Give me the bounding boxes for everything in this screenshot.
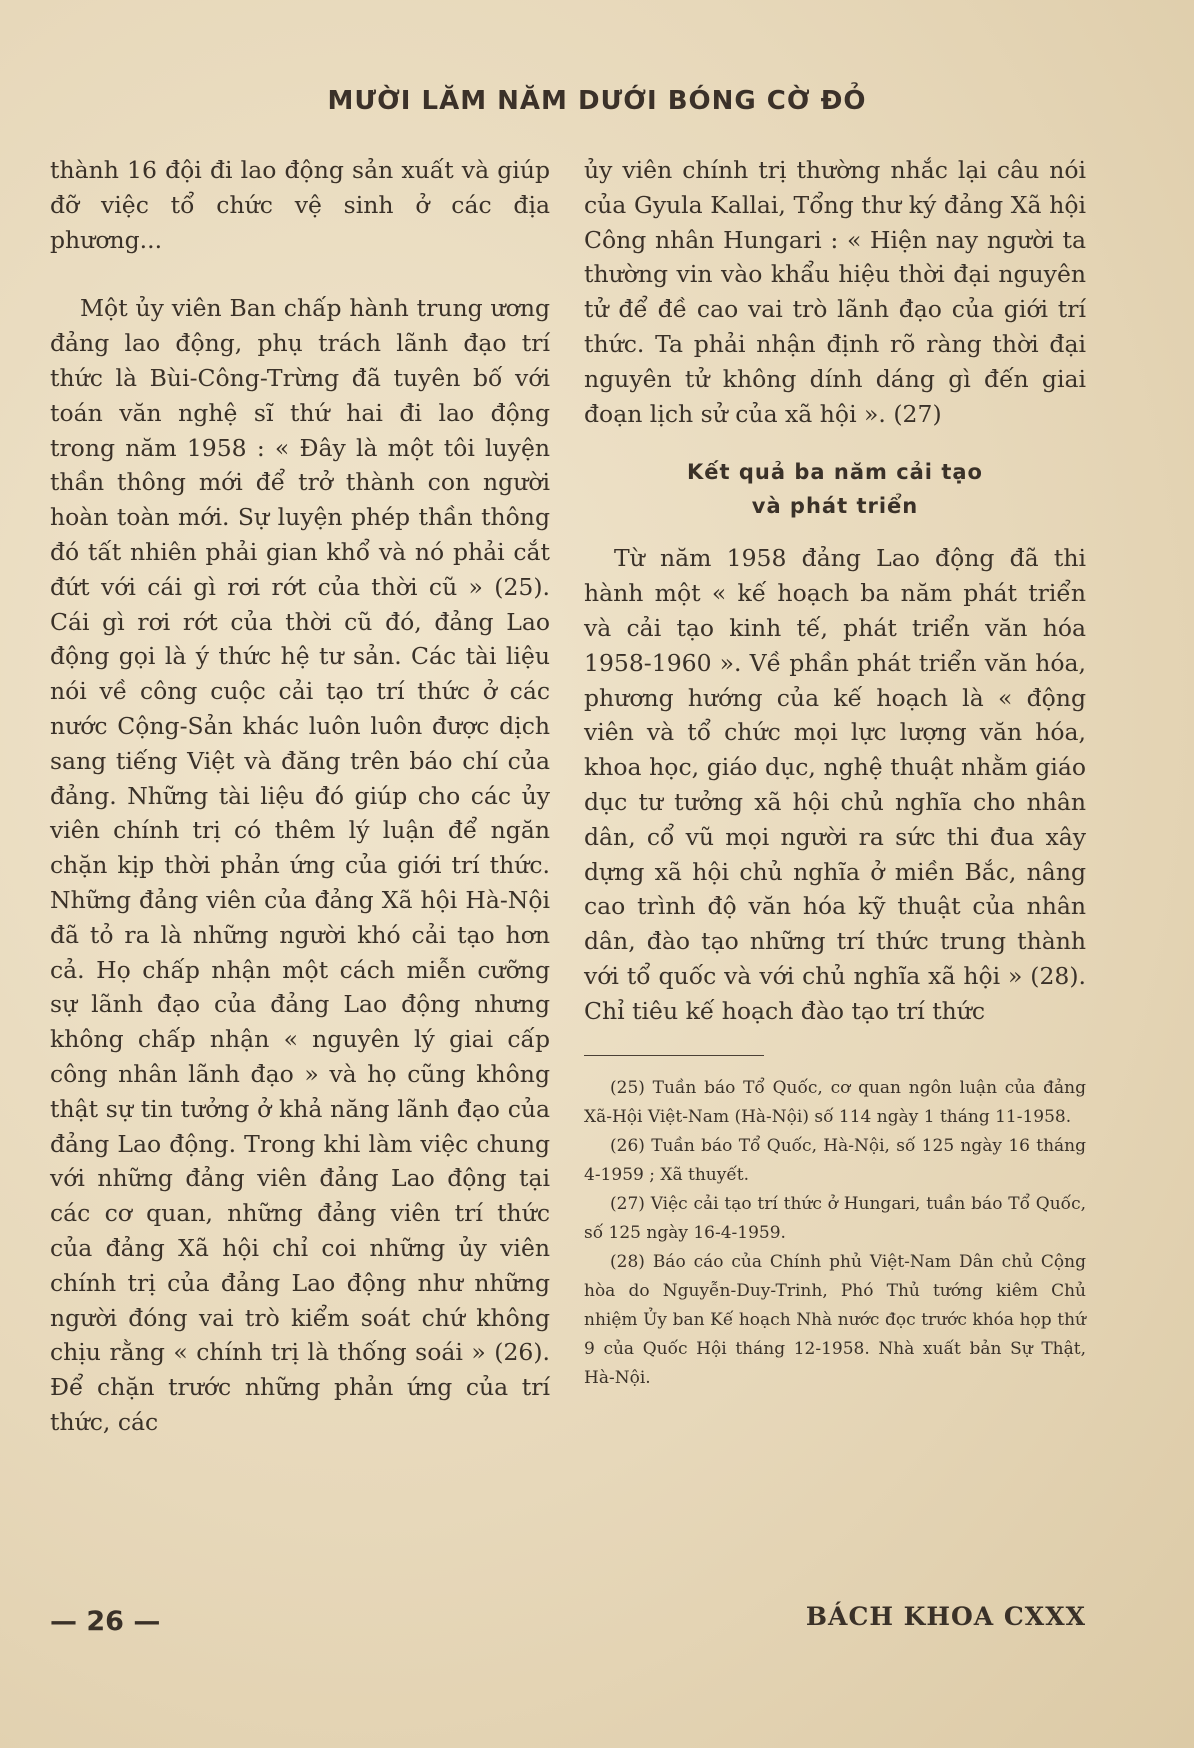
right-column	[584, 153, 1086, 1393]
section-title-line-2: và phát triển	[751, 494, 919, 519]
running-header: MƯỜI LĂM NĂM DƯỚI BÓNG CỜ ĐỎ	[327, 86, 867, 116]
section-title-line-1: Kết quả ba năm cải tạo	[687, 460, 983, 485]
right-paragraph-1: ủy viên chính trị thường nhắc lại câu nói của Gyula Kallai, Tổng thư ký đảng Xã hội Công nhân Hungari : « Hiện nay người ta thường vin vào khẩu hiệu thời đại nguyên tử để đề cao vai trò lãnh đạo của giới trí thức. Ta phải nhận định rõ ràng thời đại nguyên tử không dính dáng gì đến giai đoạn lịch sử của xã hội ». (27)	[584, 156, 1086, 428]
page-number: — 26 —	[50, 1606, 161, 1637]
footnote-27: (27) Việc cải tạo trí thức ở Hungari, tuần báo Tổ Quốc, số 125 ngày 16-4-1959.	[584, 1193, 1086, 1243]
left-column	[50, 153, 550, 1440]
footnote-26: (26) Tuần báo Tổ Quốc, Hà-Nội, số 125 ngày 16 tháng 4-1959 ; Xã thuyết.	[584, 1135, 1086, 1185]
running-footer: BÁCH KHOA CXXX	[805, 1602, 1086, 1631]
right-paragraph-2: Từ năm 1958 đảng Lao động đã thi hành một « kế hoạch ba năm phát triển và cải tạo kinh tế, phát triển văn hóa 1958-1960 ». Về phần phát triển văn hóa, phương hướng của kế hoạch là « động viên và tổ chức mọi lực lượng văn hóa, khoa học, giáo dục, nghệ thuật nhằm giáo dục tư tưởng xã hội chủ nghĩa cho nhân dân, cổ vũ mọi người ra sức thi đua xây dựng xã hội chủ nghĩa ở miền Bắc, nâng cao trình độ văn hóa kỹ thuật của nhân dân, đào tạo những trí thức trung thành với tổ quốc và với chủ nghĩa xã hội » (28). Chỉ tiêu kế hoạch đào tạo trí thức	[584, 544, 1086, 1025]
section-title	[584, 455, 1086, 523]
footnote-divider	[584, 1055, 764, 1056]
left-paragraph-1: thành 16 đội đi lao động sản xuất và giúp đỡ việc tổ chức vệ sinh ở các địa phương...	[50, 156, 550, 254]
footnote-25: (25) Tuần báo Tổ Quốc, cơ quan ngôn luận của đảng Xã-Hội Việt-Nam (Hà-Nội) số 114 ngày 1 tháng 11-1958.	[584, 1077, 1086, 1127]
footnote-28: (28) Báo cáo của Chính phủ Việt-Nam Dân chủ Cộng hòa do Nguyễn-Duy-Trinh, Phó Thủ tướng kiêm Chủ nhiệm Ủy ban Kế hoạch Nhà nước đọc trước khóa họp thứ 9 của Quốc Hội tháng 12-1958. Nhà xuất bản Sự Thật, Hà-Nội.	[584, 1251, 1086, 1388]
left-paragraph-2: Một ủy viên Ban chấp hành trung ương đảng lao động, phụ trách lãnh đạo trí thức là Bùi-Công-Trừng đã tuyên bố với toán văn nghệ sĩ thứ hai đi lao động trong năm 1958 : « Đây là một tôi luyện thần thông mới để trở thành con người hoàn toàn mới. Sự luyện phép thần thông đó tất nhiên phải gian khổ và nó phải cắt đứt với cái gì rơi rớt của thời cũ » (25). Cái gì rơi rớt của thời cũ đó, đảng Lao động gọi là ý thức hệ tư sản. Các tài liệu nói về công cuộc cải tạo trí thức ở các nước Cộng-Sản khác luôn luôn được dịch sang tiếng Việt và đăng trên báo chí của đảng. Những tài liệu đó giúp cho các ủy viên chính trị có thêm lý luận để ngăn chặn kịp thời phản ứng của giới trí thức. Những đảng viên của đảng Xã hội Hà-Nội đã tỏ ra là những người khó cải tạo hơn cả. Họ chấp nhận một cách miễn cưỡng sự lãnh đạo của đảng Lao động nhưng không chấp nhận « nguyên lý giai cấp công nhân lãnh đạo » và họ cũng không thật sự tin tưởng ở khả năng lãnh đạo của đảng Lao động. Trong khi làm việc chung với những đảng viên đảng Lao động tại các cơ quan, những đảng viên trí thức của đảng Xã hội chỉ coi những ủy viên chính trị của đảng Lao động như những người đóng vai trò kiểm soát chứ không chịu rằng « chính trị là thống soái » (26). Để chặn trước những phản ứng của trí thức, các	[50, 294, 550, 1436]
